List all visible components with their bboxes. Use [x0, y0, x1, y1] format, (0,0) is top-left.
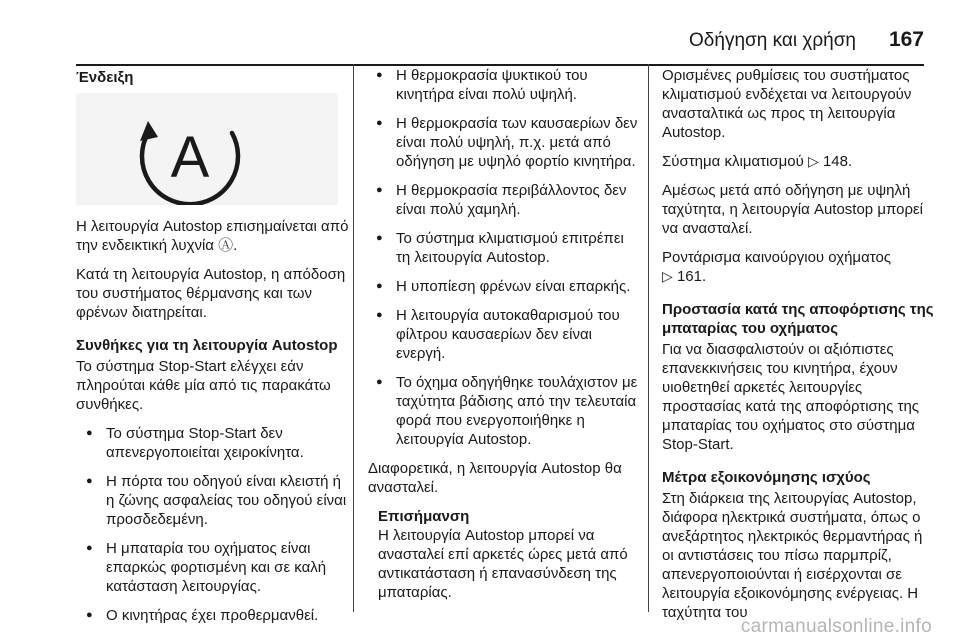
battery-protection-text: Για να διασφαλιστούν οι αξιόπιστες επανεκκινήσεις του κινητήρα, έχουν υιοθετηθεί αρκετές λειτουργίες προστασίας κατά της αποφόρτισης της μπαταρίας του οχήματος στο σύστημα Stop-Start. — [662, 341, 920, 453]
page-reference-icon: ▷ — [662, 268, 673, 284]
conditions-intro: Το σύστημα Stop-Start ελέγχει εάν πληρούται κάθε μία από τις παρακάτω συνθήκες. — [76, 358, 331, 413]
list-item: ● Η μπαταρία του οχήματος είναι επαρκώς φορτισμένη και σε καλή κατάσταση λειτουργίας. — [76, 539, 350, 596]
list-item: ● Το σύστημα κλιματισμού επιτρέπει τη λειτουργία Autostop. — [368, 229, 638, 267]
list-item: ● Το όχημα οδηγήθηκε τουλάχιστον με ταχύτητα βάδισης από την τελευταία φορά που ενεργοποιήθηκε η λειτουργία Autostop. — [368, 373, 638, 449]
autostop-performance-text: Κατά τη λειτουργία Autostop, η απόδοση του συστήματος θέρμανσης και των φρένων διατηρείται. — [76, 266, 346, 321]
caution-note — [368, 507, 638, 602]
battery-protection-heading: Προστασία κατά της αποφόρτισης της μπαταρίας του οχήματος — [662, 301, 934, 337]
reference-text: Σύστημα κλιματισμού — [662, 153, 804, 170]
list-item: ● Η λειτουργία αυτοκαθαρισμού του φίλτρου καυσαερίων δεν είναι ενεργή. — [368, 306, 638, 363]
conditions-list-continued — [368, 66, 638, 449]
page-reference-icon: ▷ — [808, 153, 819, 169]
section-label: Ένδειξη — [76, 69, 134, 86]
climate-reference — [662, 152, 934, 171]
list-item: ● Η θερμοκρασία περιβάλλοντος δεν είναι πολύ χαμηλή. — [368, 181, 638, 219]
caution-title: Επισήμανση — [378, 508, 470, 525]
list-item: ● Η θερμοκρασία ψυκτικού του κινητήρα είναι πολύ υψηλή. — [368, 66, 638, 104]
column-divider-1 — [353, 64, 354, 612]
header-title: Οδήγηση και χρήση — [689, 30, 856, 51]
list-item: ● Η θερμοκρασία των καυσαερίων δεν είναι πολύ υψηλή, π.χ. μετά από οδήγηση με υψηλό φορτίο κινητήρα. — [368, 114, 638, 171]
autostop-letter: A — [170, 125, 210, 190]
power-saving-text: Στη διάρκεια της λειτουργίας Autostop, διάφορα ηλεκτρικά συστήματα, όπως ο ανεξάρτητος ηλεκτρικός θερμαντήρας ή οι αντιστάσεις του πίσω παρμπρίζ, απενεργοποιούνται ή εισέρχονται σε λειτουργία εξοικονόμησης ενέργειας. Η ταχύτητα του — [662, 490, 923, 621]
reference-page[interactable]: 161. — [676, 268, 707, 285]
otherwise-text: Διαφορετικά, η λειτουργία Autostop θα ανασταλεί. — [368, 460, 622, 496]
list-item: ● Το σύστημα Stop-Start δεν απενεργοποιείται χειροκίνητα. — [76, 424, 350, 462]
caution-text: Η λειτουργία Autostop μπορεί να ανασταλεί επί αρκετές ώρες μετά από αντικατάσταση ή επανασύνδεση της μπαταρίας. — [378, 527, 628, 601]
reference-text: Ροντάρισμα καινούργιου οχήματος — [662, 249, 892, 266]
indicator-text: Η λειτουργία Autostop επισημαίνεται από την ενδεικτική λυχνία Ⓐ. — [76, 218, 349, 254]
list-item: ● Ο κινητήρας έχει προθερμανθεί. — [76, 606, 350, 625]
conditions-heading: Συνθήκες για τη λειτουργία Autostop — [76, 337, 338, 354]
column-divider-2 — [648, 64, 649, 612]
autostop-indicator-icon — [76, 93, 338, 205]
list-item: ● Η υποπίεση φρένων είναι επαρκής. — [368, 277, 638, 296]
power-saving-heading: Μέτρα εξοικονόμησης ισχύος — [662, 469, 871, 486]
climate-settings-text: Ορισμένες ρυθμίσεις του συστήματος κλιματισμού ενδέχεται να λειτουργούν ανασταλτικά ως προς τη λειτουργία Autostop. — [662, 67, 912, 141]
list-item: ● Η πόρτα του οδηγού είναι κλειστή ή η ζώνης ασφαλείας του οδηγού είναι προσδεδεμένη. — [76, 472, 350, 529]
column-1 — [76, 64, 350, 635]
watermark: carmanualsonline.info — [740, 616, 932, 637]
reference-page[interactable]: 148. — [822, 153, 853, 170]
page-number: 167 — [888, 28, 924, 51]
conditions-list — [76, 424, 350, 625]
column-2 — [368, 66, 638, 602]
column-3 — [662, 66, 934, 632]
high-speed-text: Αμέσως μετά από οδήγηση με υψηλή ταχύτητα, η λειτουργία Autostop μπορεί να ανασταλεί. — [662, 182, 923, 237]
page-header — [0, 24, 960, 64]
running-in-reference — [662, 248, 934, 286]
indicator-illustration — [76, 93, 338, 205]
